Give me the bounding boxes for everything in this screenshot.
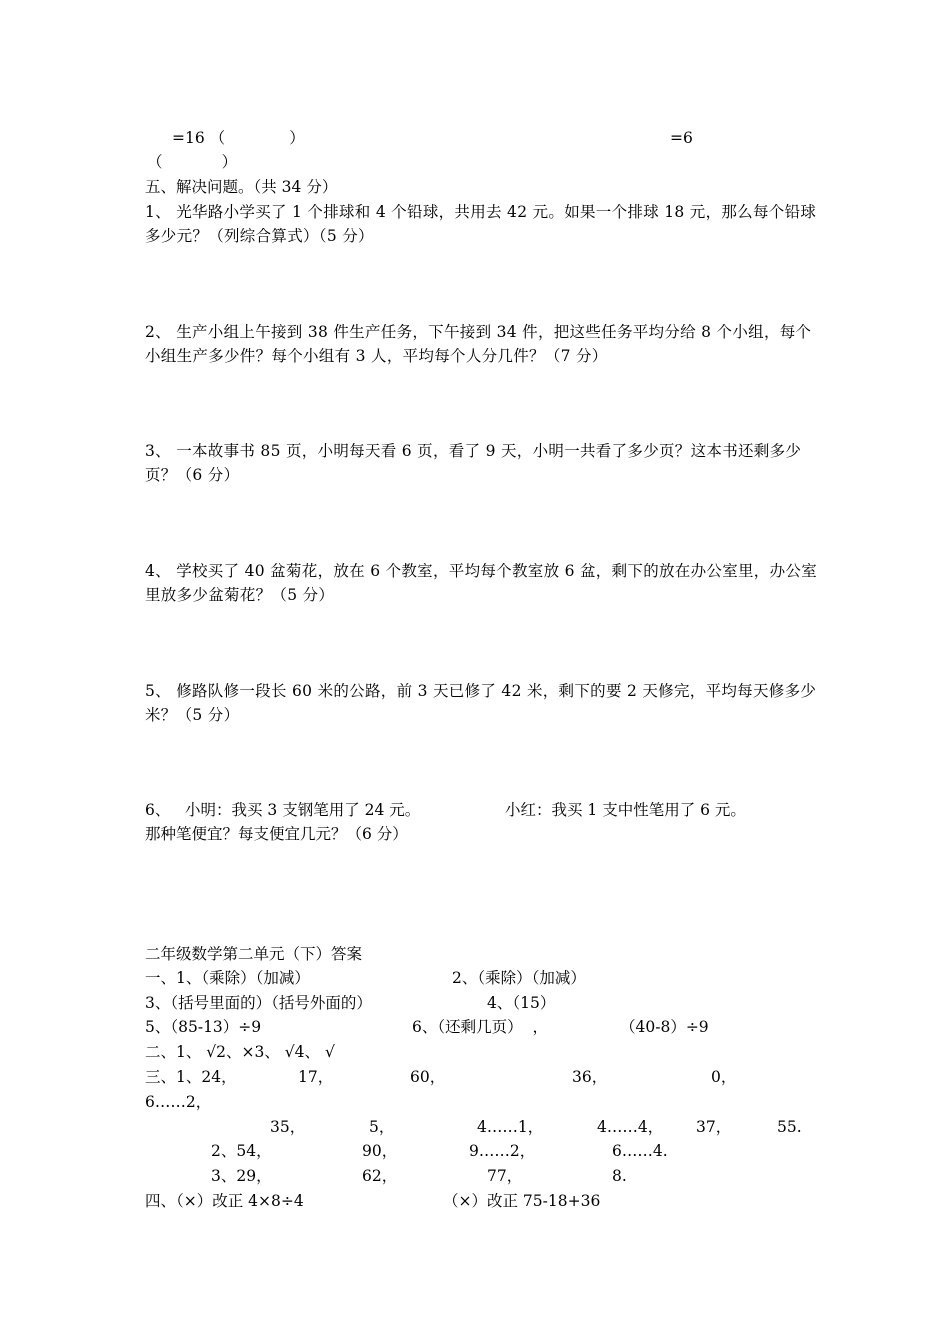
answer-cell: 60， xyxy=(410,1068,446,1086)
question-4: 4、 学校买了 40 盆菊花，放在 6 个教室，平均每个教室放 6 盆，剩下的放在办公室里，办公室里放多少盆菊花？（5 分） xyxy=(145,562,817,604)
answer-cell: 36， xyxy=(572,1068,608,1086)
question-5: 5、 修路队修一段长 60 米的公路，前 3 天已修了 42 米，剩下的要 2 天修完，平均每天修多少米？（5 分） xyxy=(145,682,817,724)
answer-paren: （ ） xyxy=(147,153,238,171)
equation-right: =6 xyxy=(670,129,693,147)
answer-cell: 4……1， xyxy=(477,1118,544,1136)
answer-cell: 6……2， xyxy=(145,1093,212,1111)
answers-title: 二年级数学第二单元（下）答案 xyxy=(145,945,363,963)
answer-four-a: 四、（×）改正 4×8÷4 xyxy=(145,1192,304,1210)
answer-cell: 2、54， xyxy=(211,1142,272,1160)
answer-cell: 35， xyxy=(270,1118,306,1136)
answer-cell: 62， xyxy=(362,1167,398,1185)
answer-cell: 3、29， xyxy=(211,1167,272,1185)
answer-cell: 17， xyxy=(298,1068,334,1086)
answer-one-b: 2、（乘除）（加减） xyxy=(452,969,586,987)
answer-cell: 55. xyxy=(777,1118,802,1136)
section-title: 五、解决问题。（共 34 分） xyxy=(145,178,338,196)
answer-cell: 9……2， xyxy=(469,1142,536,1160)
question-2: 2、 生产小组上午接到 38 件生产任务，下午接到 34 件，把这些任务平均分给 8 个小组，每个小组生产多少件？每个小组有 3 人，平均每个人分几件？（7 分） xyxy=(145,323,812,365)
question-6-ming: 小明：我买 3 支钢笔用了 24 元。 xyxy=(185,801,421,819)
answer-five-b: 6、（还剩几页） ， xyxy=(412,1018,548,1036)
answer-four-b: （×）改正 75-18+36 xyxy=(443,1192,601,1210)
answer-cell: 90， xyxy=(362,1142,398,1160)
answer-three-a: 3、（括号里面的）（括号外面的） xyxy=(145,994,372,1012)
answer-cell: 6……4. xyxy=(612,1142,668,1160)
question-6-hong: 小红：我买 1 支中性笔用了 6 元。 xyxy=(505,801,746,819)
answer-cell: 0， xyxy=(711,1068,737,1086)
answer-cell: 三、1、24， xyxy=(145,1068,237,1086)
answer-five-a: 5、（85-13）÷9 xyxy=(145,1018,262,1036)
question-6-ask: 那种笔便宜？每支便宜几元？（6 分） xyxy=(145,825,408,843)
answer-cell: 77， xyxy=(487,1167,523,1185)
answer-cell: 37， xyxy=(696,1118,732,1136)
answer-five-c: （40-8）÷9 xyxy=(620,1018,709,1036)
answer-one-a: 一、1、（乘除）（加减） xyxy=(145,969,310,987)
answer-three-b: 4、（15） xyxy=(487,994,556,1012)
answer-two: 二、1、 √2、×3、 √4、 √ xyxy=(145,1043,335,1061)
equation-left: =16 （ ） xyxy=(172,129,305,147)
question-3: 3、 一本故事书 85 页，小明每天看 6 页，看了 9 天，小明一共看了多少页？这本书还剩多少页？（6 分） xyxy=(145,442,802,484)
answer-cell: 8. xyxy=(612,1167,627,1185)
question-6-number: 6、 xyxy=(145,801,171,819)
answer-cell: 4……4， xyxy=(597,1118,664,1136)
answer-cell: 5， xyxy=(369,1118,395,1136)
question-1: 1、 光华路小学买了 1 个排球和 4 个铅球，共用去 42 元。如果一个排球 18 元，那么每个铅球多少元？（列综合算式）（5 分） xyxy=(145,203,817,245)
